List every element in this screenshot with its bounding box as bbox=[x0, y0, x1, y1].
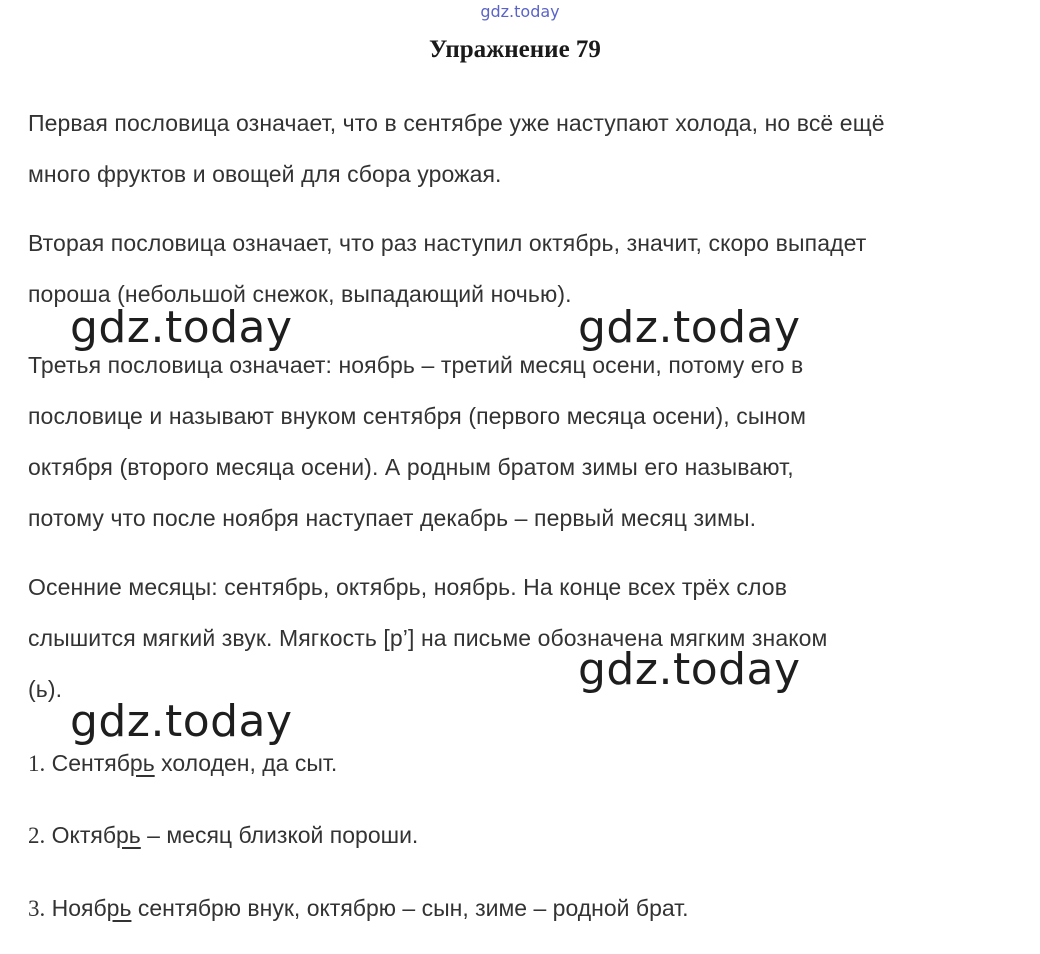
paragraph-line: потому что после ноября наступает декабрь – первый месяц зимы. bbox=[28, 505, 757, 531]
watermark: gdz.today bbox=[70, 696, 293, 747]
example-text: Октяб bbox=[45, 822, 117, 848]
watermark: gdz.today bbox=[578, 302, 801, 353]
watermark: gdz.today bbox=[578, 644, 801, 695]
paragraph-1 bbox=[28, 98, 1028, 200]
example-text: – месяц близкой пороши. bbox=[140, 822, 419, 848]
example-text: Нояб bbox=[45, 895, 107, 921]
example-text: холоден, да сыт. bbox=[154, 750, 338, 776]
paragraph-line: пословице и называют внуком сентября (первого месяца осени), сыном bbox=[28, 403, 807, 429]
paragraph-line: Первая пословица означает, что в сентябре уже наступают холода, но всё ещё bbox=[28, 110, 885, 136]
example-number: 3. bbox=[28, 896, 46, 921]
paragraph-line: Вторая пословица означает, что раз наступил октябрь, значит, скоро выпадет bbox=[28, 230, 867, 256]
example-2 bbox=[28, 822, 418, 849]
top-watermark: gdz.today bbox=[480, 2, 560, 21]
example-number: 1. bbox=[28, 751, 46, 776]
example-1 bbox=[28, 750, 337, 777]
example-text: сентябрю внук, октябрю – сын, зиме – родной брат. bbox=[131, 895, 689, 921]
example-text: Сентяб bbox=[45, 750, 130, 776]
paragraph-line: Третья пословица означает: ноябрь – третий месяц осени, потому его в bbox=[28, 352, 804, 378]
paragraph-line: много фруктов и овощей для сбора урожая. bbox=[28, 161, 502, 187]
paragraph-line: Осенние месяцы: сентябрь, октябрь, ноябрь. На конце всех трёх слов bbox=[28, 574, 788, 600]
underlined-ending: рь bbox=[106, 895, 132, 921]
underlined-ending: рь bbox=[116, 822, 141, 848]
paragraph-line: слышится мягкий звук. Мягкость [р’] на письме обозначена мягким знаком bbox=[28, 625, 828, 651]
paragraph-3 bbox=[28, 340, 1028, 544]
example-3 bbox=[28, 895, 689, 922]
underlined-ending: рь bbox=[129, 750, 155, 776]
paragraph-line: октября (второго месяца осени). А родным братом зимы его называют, bbox=[28, 454, 794, 480]
watermark: gdz.today bbox=[70, 302, 293, 353]
exercise-title: Упражнение 79 bbox=[429, 36, 601, 63]
paragraph-line: пороша (небольшой снежок, выпадающий ночью). bbox=[28, 281, 572, 307]
paragraph-4 bbox=[28, 562, 1028, 715]
example-number: 2. bbox=[28, 823, 46, 848]
paragraph-line: (ь). bbox=[28, 676, 63, 702]
